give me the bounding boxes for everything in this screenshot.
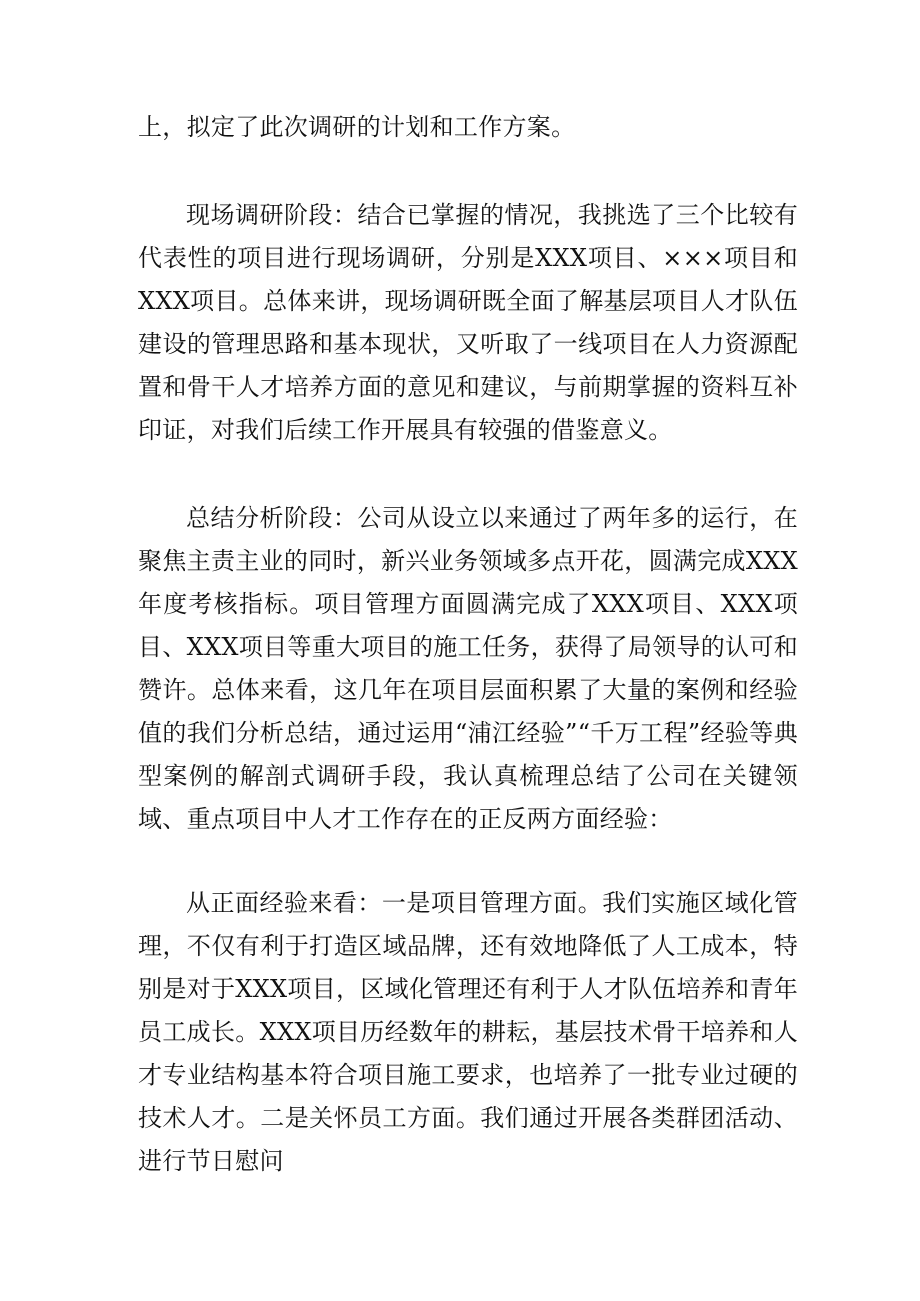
paragraph-continuation: 上，拟定了此次调研的计划和工作方案。 bbox=[138, 113, 576, 141]
paragraph-site-research: 现场调研阶段：结合已掌握的情况，我挑选了三个比较有代表性的项目进行现场调研，分别是XXX项目、×××项目和XXX项目。总体来讲，现场调研既全面了解基层项目人才队伍建设的管理思路和基本现状，又听取了一线项目在人力资源配置和骨干人才培养方面的意见和建议，与前期掌握的资料互补印证，对我们后续工作开展具有较强的借鉴意义。 bbox=[138, 201, 798, 444]
paragraph-summary-analysis: 总结分析阶段：公司从设立以来通过了两年多的运行，在聚焦主责主业的同时，新兴业务领域多点开花，圆满完成XXX年度考核指标。项目管理方面圆满完成了XXX项目、XXX项目、XXX项目等重大项目的施工任务，获得了局领导的认可和赞许。总体来看，这几年在项目层面积累了大量的案例和经验值的我们分析总结，通过运用“浦江经验”“千万工程”经验等典型案例的解剖式调研手段，我认真梳理总结了公司在关键领域、重点项目中人才工作存在的正反两方面经验： bbox=[138, 504, 798, 833]
paragraph-positive-experience: 从正面经验来看：一是项目管理方面。我们实施区域化管理，不仅有利于打造区域品牌，还有效地降低了人工成本，特别是对于XXX项目，区域化管理还有利于人才队伍培养和青年员工成长。XXX项目历经数年的耕耘，基层技术骨干培养和人才专业结构基本符合项目施工要求，也培养了一批专业过硬的技术人才。二是关怀员工方面。我们通过开展各类群团活动、进行节日慰问 bbox=[138, 889, 798, 1175]
